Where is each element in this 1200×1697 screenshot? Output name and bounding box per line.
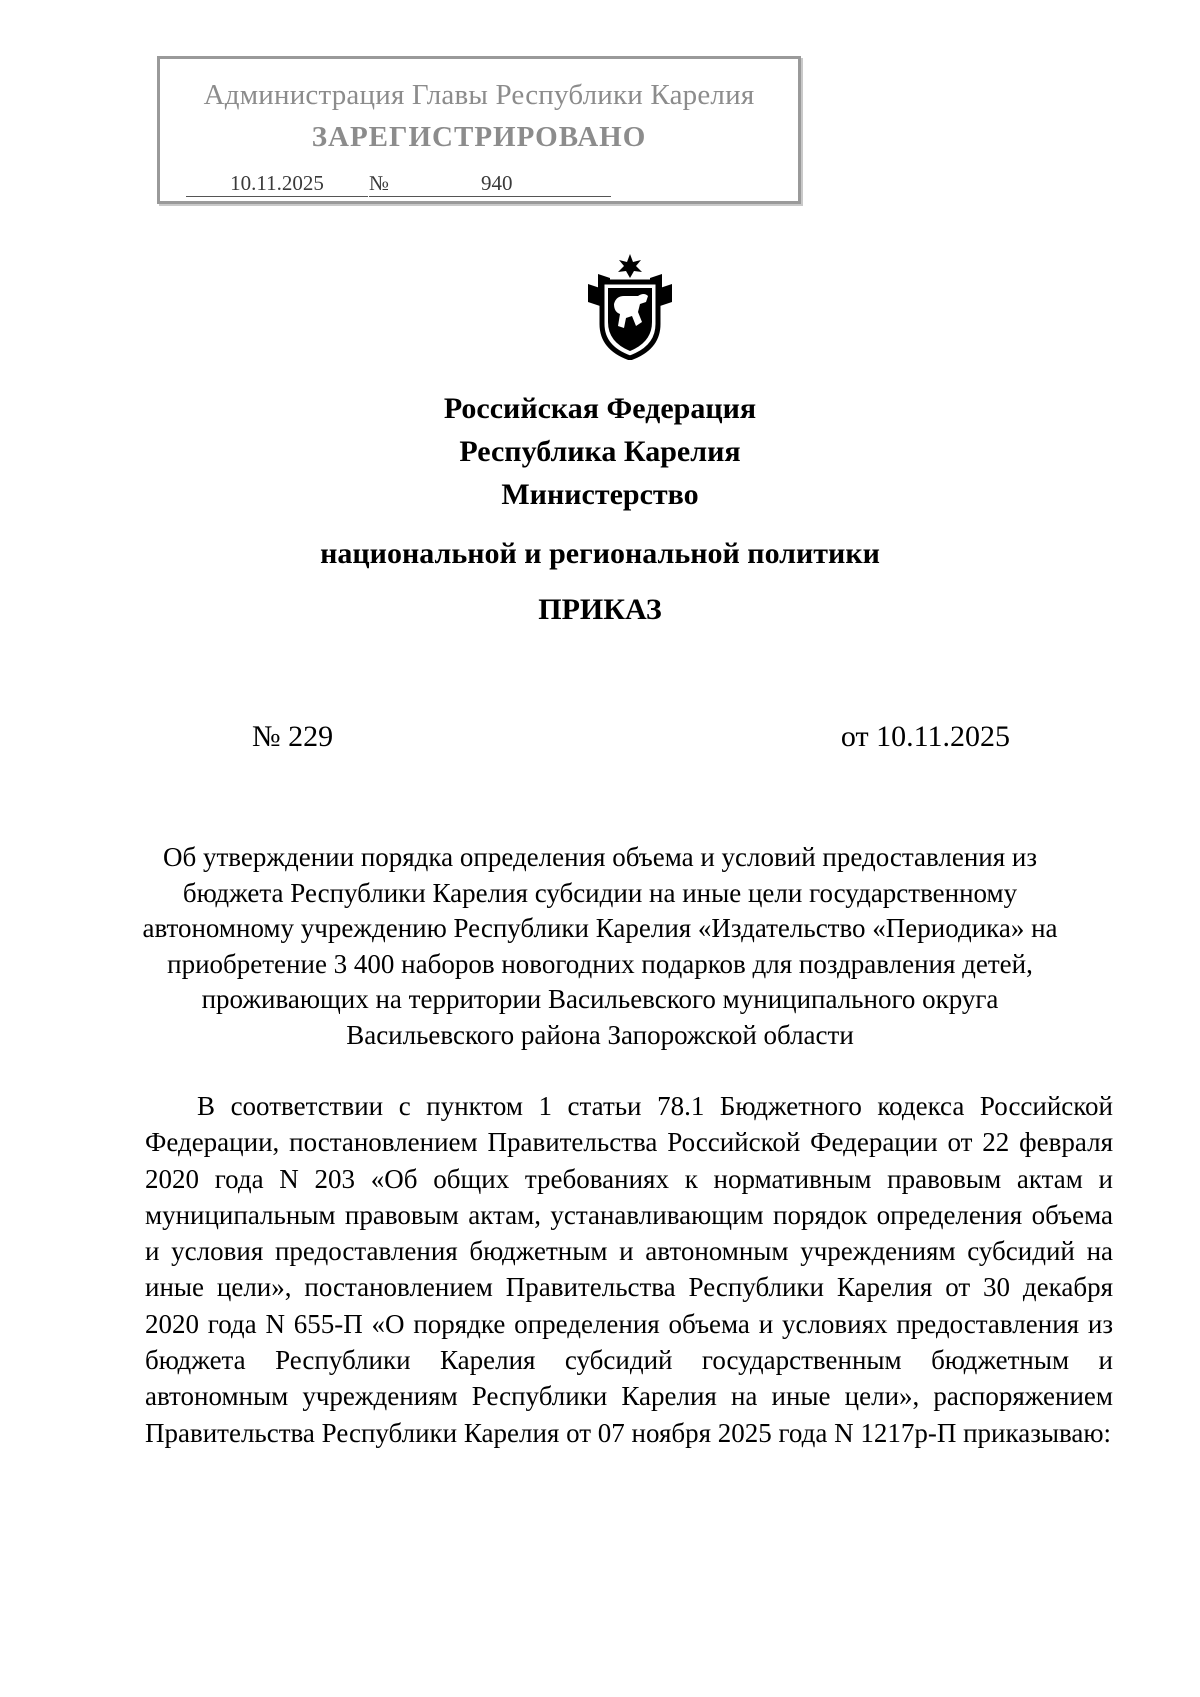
registration-stamp: [157, 56, 801, 204]
stamp-status: ЗАРЕГИСТРИРОВАНО: [311, 121, 647, 153]
subject-line: приобретение 3 400 наборов новогодних подарков для поздравления детей,: [167, 948, 1033, 979]
body-paragraph: В соответствии с пунктом 1 статьи 78.1 Бюджетного кодекса Российской Федерации, постановлением Правительства Российской Федерации от 22 февраля 2020 года N 203 «Об общих требованиях к нормативным правовым актам и муниципальным правовым актам, устанавливающим порядок определения объема и условия предоставления бюджетным и автономным учреждениям субсидий на иные цели», постановлением Правительства Республики Карелия от 30 декабря 2020 года N 655-П «О порядке определения объема и условиях предоставления из бюджета Республики Карелия субсидий государственным бюджетным и автономным учреждениям Республики Карелия на иные цели», распоряжением Правительства Республики Карелия от 07 ноября 2025 года N 1217р-П приказываю:: [145, 1091, 1113, 1448]
subject-line: автономному учреждению Республики Карелия «Издательство «Периодика» на: [142, 913, 1058, 943]
header-ministry: Министерство: [501, 478, 699, 511]
subject-line: бюджета Республики Карелия субсидии на иные цели государственному: [182, 877, 1018, 908]
stamp-date: 10.11.2025: [186, 171, 368, 197]
document-type: ПРИКАЗ: [538, 593, 662, 626]
header-country: Российская Федерация: [443, 392, 757, 425]
stamp-number: 940: [389, 171, 611, 197]
order-number: № 229: [252, 720, 334, 753]
order-subject: [120, 840, 1080, 1053]
stamp-organization: Администрация Главы Республики Карелия: [203, 79, 755, 111]
subject-line: проживающих на территории Васильевского муниципального округа: [201, 984, 999, 1014]
header-republic: Республика Карелия: [459, 435, 741, 468]
header-ministry-name: национальной и региональной политики: [320, 537, 880, 570]
order-date: от 10.11.2025: [840, 720, 1010, 753]
coat-of-arms-icon: [580, 252, 680, 360]
subject-line: Об утверждении порядка определения объема и условий предоставления из: [162, 842, 1038, 872]
stamp-number-sign: №: [369, 171, 390, 195]
subject-line: Васильевского района Запорожской области: [346, 1019, 854, 1050]
